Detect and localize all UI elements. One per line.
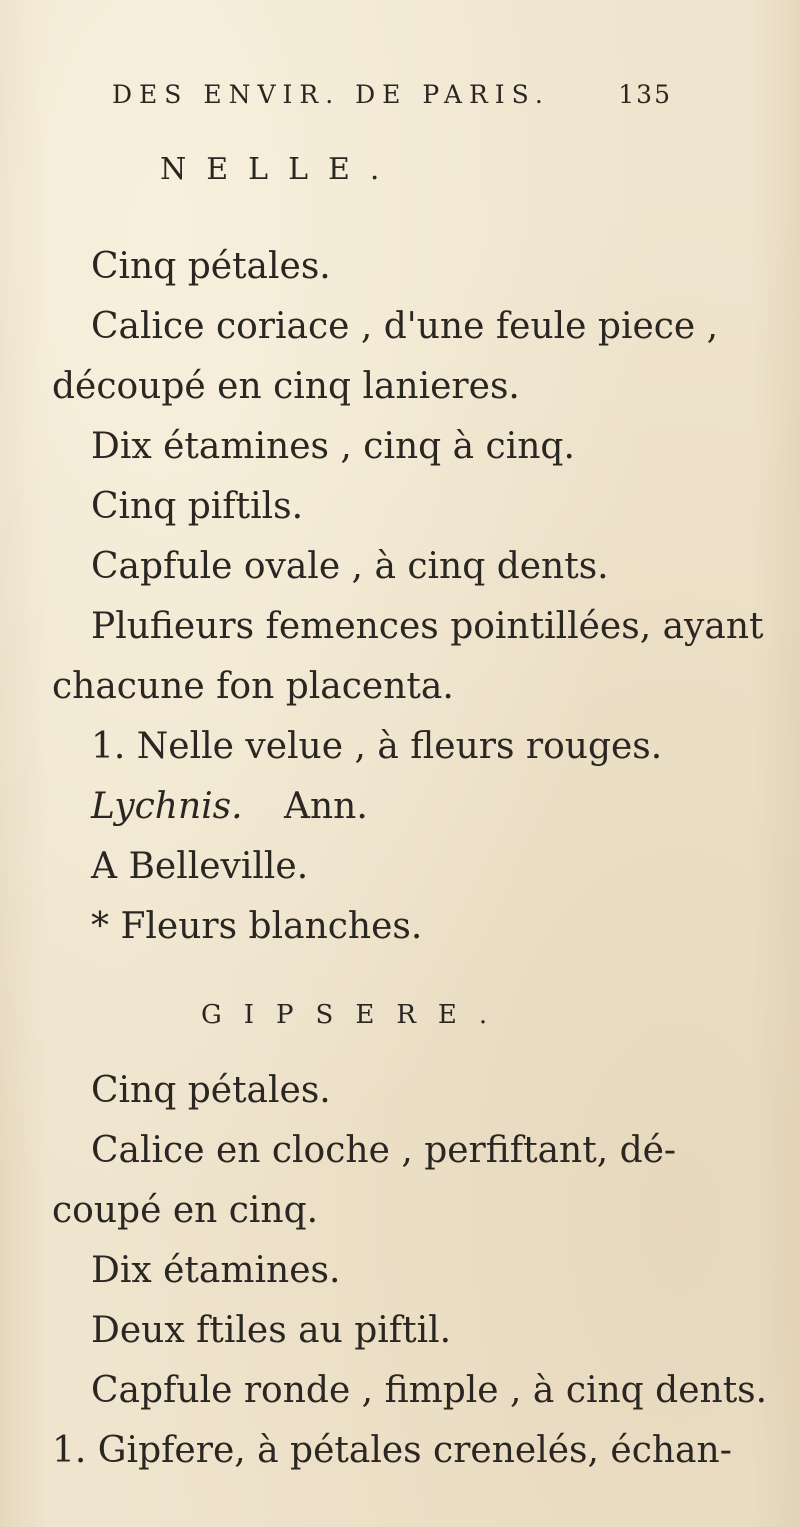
running-head-title: DES ENVIR. DE PARIS. — [112, 80, 550, 109]
text-line-italic: Lychnis. — [91, 786, 243, 827]
page-number: 135 — [618, 80, 672, 109]
text-line: coupé en cinq. — [52, 1190, 319, 1231]
text-line: Cinq pétales. — [91, 1070, 331, 1111]
text-line: * Fleurs blanches. — [91, 906, 423, 947]
text-line: Cinq pétales. — [91, 246, 331, 287]
text-line: Cinq piftils. — [91, 486, 304, 527]
text-line: Capfule ovale , à cinq dents. — [91, 546, 609, 587]
section-title-nelle: NELLE. — [160, 152, 400, 187]
text-line: Dix étamines , cinq à cinq. — [91, 426, 575, 467]
text-line: Dix étamines. — [91, 1250, 341, 1291]
text-line: Deux ftiles au piftil. — [91, 1310, 452, 1351]
text-line: Ann. — [284, 786, 368, 827]
text-line: A Belleville. — [91, 846, 309, 887]
section-title-gipsere: GIPSERE. — [201, 1000, 510, 1030]
text-line: chacune fon placenta. — [52, 666, 454, 707]
text-line: découpé en cinq lanieres. — [52, 366, 520, 407]
text-line: 1. Nelle velue , à fleurs rouges. — [91, 726, 663, 767]
text-line: Calice coriace , d'une feule piece , — [91, 306, 719, 347]
text-line: Calice en cloche , perfiftant, dé- — [91, 1130, 677, 1171]
text-line: 1. Gipfere, à pétales crenelés, échan- — [52, 1430, 732, 1471]
running-head — [112, 80, 672, 109]
text-line: Capfule ronde , fimple , à cinq dents. — [91, 1370, 768, 1411]
text-line: Plufieurs femences pointillées, ayant — [91, 606, 764, 647]
